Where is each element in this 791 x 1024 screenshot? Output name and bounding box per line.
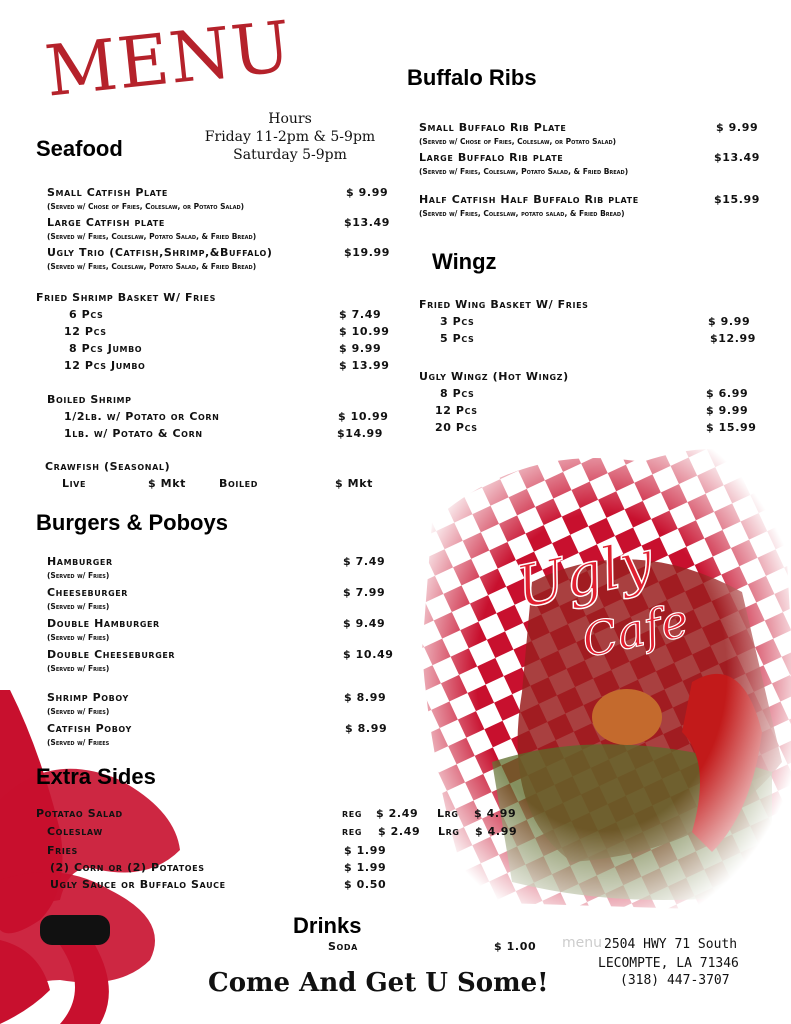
menu-item-price: $ 4.99 [474,807,517,820]
size-label: Lrg [437,807,459,820]
menu-item-price: $ 4.99 [475,825,518,838]
menu-item-name: 20 Pcs [435,421,478,434]
sides-heading: Extra Sides [36,764,156,789]
menu-item-price: $ 9.99 [716,121,759,134]
menu-item-name: 8 Pcs Jumbo [69,342,143,355]
menu-item-price: $14.99 [337,427,384,440]
menu-item-name: 1lb. w/ Potato & Corn [64,427,203,440]
menu-item-price: $13.49 [714,151,761,164]
burgers-heading: Burgers & Poboys [36,510,228,535]
menu-item-note: (Served w/ Fries, Coleslaw, potato salad, & Fried Bread) [419,209,625,218]
menu-item-name: (2) Corn or (2) Potatoes [50,861,205,874]
menu-item-price: $ 8.99 [345,722,388,735]
menu-item-price: $ 9.99 [346,186,389,199]
menu-item-price: $ 1.99 [344,844,387,857]
menu-item-name: Double Cheeseburger [47,648,176,661]
menu-item-price: $19.99 [344,246,391,259]
menu-item-note: (Served w/ Fries, Coleslaw, Potato Salad, & Fried Bread) [47,232,257,241]
menu-item-name: 5 Pcs [440,332,475,345]
crawfish-boiled-price: $ Mkt [335,477,374,490]
menu-item-price: $ 10.49 [343,648,394,661]
menu-item-name: Half Catfish Half Buffalo Rib plate [419,193,639,206]
crawfish-heading: Crawfish (Seasonal) [45,460,171,473]
menu-item-price: $15.99 [714,193,761,206]
menu-item-note: (Served w/ Fries, Coleslaw, Potato Salad, & Fried Bread) [47,262,257,271]
menu-item-note: (Served w/ Fries) [47,664,110,673]
boiled-shrimp-heading: Boiled Shrimp [47,393,132,406]
menu-item-name: 12 Pcs [435,404,478,417]
menu-item-price: $ 6.99 [706,387,749,400]
menu-item-price: $13.49 [344,216,391,229]
menu-item-price: $ 10.99 [339,325,390,338]
menu-item-name: Small Catfish Plate [47,186,168,199]
crawfish-live-price: $ Mkt [148,477,187,490]
crawfish-live-label: Live [62,477,87,490]
menu-item-note: (Served w/ Fries) [47,707,110,716]
wing-basket-heading: Fried Wing Basket W/ Fries [419,298,589,311]
menu-item-name: Soda [328,940,358,953]
menu-item-note: (Served w/ Fries, Coleslaw, Potato Salad, & Fried Bread) [419,167,629,176]
phone-number: (318) 447-3707 [620,973,730,988]
menu-item-price: $ 7.49 [339,308,382,321]
menu-item-price: $ 1.99 [344,861,387,874]
size-label: reg [342,825,362,838]
menu-item-price: $ 9.99 [706,404,749,417]
menu-item-price: $12.99 [710,332,757,345]
menu-item-price: $ 1.00 [494,940,537,953]
menu-item-name: Double Hamburger [47,617,160,630]
menu-item-price: $ 9.49 [343,617,386,630]
menu-item-note: (Served w/ Fries) [47,571,110,580]
menu-item-name: Shrimp Poboy [47,691,129,704]
menu-item-name: Large Catfish plate [47,216,165,229]
menu-title: MENU [41,5,296,113]
menu-item-note: (Served w/ Chose of Fries, Coleslaw, or Potato Salad) [419,137,617,146]
menu-item-name: Catfish Poboy [47,722,132,735]
menu-item-name: 8 Pcs [440,387,475,400]
menu-item-name: Potatao Salad [36,807,123,820]
hours-saturday: Saturday 5-9pm [233,147,347,163]
menu-item-name: Small Buffalo Rib Plate [419,121,567,134]
shrimp-basket-heading: Fried Shrimp Basket W/ Fries [36,291,216,304]
menu-item-price: $ 9.99 [708,315,751,328]
menu-item-name: Ugly Trio (Catfish,Shrimp,&Buffalo) [47,246,273,259]
menu-item-price: $ 7.99 [343,586,386,599]
size-label: Lrg [438,825,460,838]
menu-item-name: Ugly Sauce or Buffalo Sauce [50,878,226,891]
seafood-heading: Seafood [36,136,123,161]
ugly-wingz-heading: Ugly Wingz (Hot Wingz) [419,370,569,383]
menu-item-price: $ 9.99 [339,342,382,355]
buffalo-ribs-heading: Buffalo Ribs [407,65,537,90]
menu-item-price: $ 10.99 [338,410,389,423]
watermark: menu [562,935,602,951]
wingz-heading: Wingz [432,249,497,274]
menu-item-price: $ 7.49 [343,555,386,568]
tagline: Come And Get U Some! [208,968,549,998]
size-label: reg [342,807,362,820]
menu-item-name: Large Buffalo Rib plate [419,151,564,164]
menu-item-name: 1/2lb. w/ Potato or Corn [64,410,220,423]
crawfish-boiled-label: Boiled [219,477,258,490]
menu-item-note: (Served w/ Friees [47,738,110,747]
menu-item-price: $ 8.99 [344,691,387,704]
menu-item-name: 6 Pcs [69,308,104,321]
menu-item-name: 12 Pcs [64,325,107,338]
drinks-heading: Drinks [293,913,362,938]
address-city: LECOMPTE, LA 71346 [598,956,739,971]
menu-item-name: Fries [47,844,78,857]
menu-item-note: (Served w/ Fries) [47,633,110,642]
menu-item-price: $ 2.49 [378,825,421,838]
menu-item-note: (Served w/ Fries) [47,602,110,611]
menu-item-price: $ 15.99 [706,421,757,434]
hours-block [185,110,395,164]
menu-item-name: Coleslaw [47,825,103,838]
menu-item-price: $ 2.49 [376,807,419,820]
menu-item-name: 12 Pcs Jumbo [64,359,146,372]
menu-item-name: Cheeseburger [47,586,129,599]
menu-item-note: (Served w/ Chose of Fries, Coleslaw, or Potato Salad) [47,202,245,211]
hours-friday: Friday 11-2pm & 5-9pm [204,129,376,145]
address-street: 2504 HWY 71 South [604,937,738,952]
hours-label: Hours [268,111,312,127]
menu-item-name: 3 Pcs [440,315,475,328]
menu-item-price: $ 0.50 [344,878,387,891]
menu-item-price: $ 13.99 [339,359,390,372]
menu-item-name: Hamburger [47,555,113,568]
